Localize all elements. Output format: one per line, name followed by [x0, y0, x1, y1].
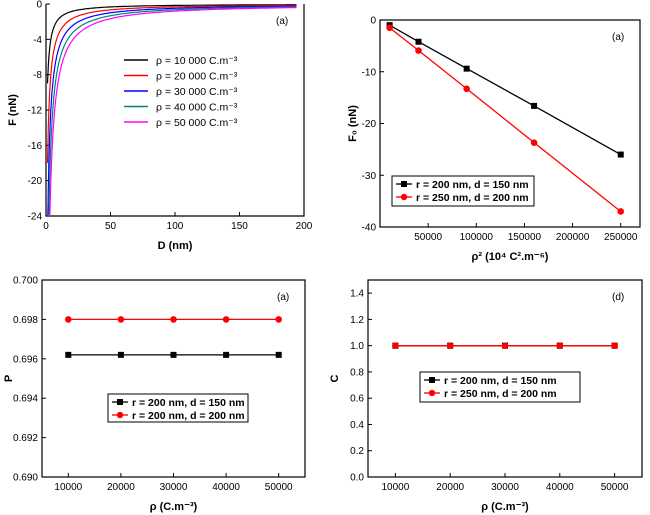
x-tick-label: 40000 [545, 482, 574, 493]
x-tick-label: 50000 [264, 482, 293, 493]
legend-marker [429, 390, 435, 396]
y-tick-label: 0.4 [350, 419, 364, 431]
data-point-circle [611, 342, 618, 349]
legend-label: ρ = 50 000 C.m⁻³ [156, 117, 238, 129]
x-tick-label: 100 [166, 221, 184, 232]
y-tick-label: 0.8 [350, 367, 364, 379]
data-point-square [171, 352, 177, 358]
data-point-square [276, 352, 282, 358]
panel-annotation: (a) [276, 16, 289, 27]
x-tick-label: 20000 [106, 482, 135, 493]
x-tick-label: 50000 [600, 482, 629, 493]
y-tick-label: 0.6 [350, 393, 364, 405]
chart-panel-1 [7, 0, 313, 252]
data-point-square [464, 66, 470, 72]
data-point-circle [392, 342, 399, 349]
data-point-square [223, 352, 229, 358]
panel-annotation: (a) [612, 32, 625, 43]
legend-label: r = 200 nm, d = 150 nm [444, 375, 557, 387]
data-point-circle [170, 316, 177, 323]
legend-label: ρ = 40 000 C.m⁻³ [156, 101, 238, 114]
x-axis-label: ρ (C.m⁻³) [481, 501, 529, 513]
y-tick-label: 0.2 [350, 446, 364, 458]
x-tick-label: 150 [231, 221, 248, 232]
y-tick-label: -20 [361, 119, 376, 130]
y-tick-label: -16 [27, 140, 42, 152]
data-point-square [531, 103, 537, 109]
legend-label: ρ = 20 000 C.m⁻³ [156, 70, 238, 83]
data-point-circle [386, 24, 393, 31]
x-axis-label: D (nm) [157, 240, 193, 252]
panel-annotation: (a) [277, 292, 290, 303]
panel-annotation: (d) [612, 292, 625, 303]
y-tick-label: -30 [361, 170, 376, 182]
legend-label: r = 250 nm, d = 200 nm [444, 388, 557, 400]
x-tick-label: 30000 [159, 482, 188, 493]
x-tick-label: 50 [104, 221, 117, 232]
y-tick-label: 0 [370, 15, 376, 27]
x-tick-label: 50000 [414, 232, 443, 243]
y-tick-label: 0.696 [12, 354, 38, 366]
y-tick-label: -40 [361, 222, 376, 234]
legend-label: r = 250 nm, d = 200 nm [416, 192, 529, 204]
data-point-circle [65, 316, 72, 323]
y-axis-label: P [3, 374, 15, 383]
x-tick-label: 20000 [436, 482, 465, 493]
legend [108, 394, 248, 422]
y-tick-label: -12 [27, 105, 42, 117]
data-point-circle [557, 342, 564, 349]
legend-marker [429, 377, 435, 383]
x-tick-label: 10000 [54, 482, 83, 493]
y-axis-label: C [329, 374, 341, 383]
x-tick-label: 150000 [507, 232, 542, 243]
x-tick-label: 200 [295, 221, 313, 232]
legend-label: r = 200 nm, d = 150 nm [132, 397, 245, 409]
y-tick-label: -20 [27, 176, 42, 188]
y-tick-label: 0.692 [12, 433, 38, 445]
x-tick-label: 10000 [381, 482, 410, 493]
data-point-circle [223, 316, 230, 323]
y-tick-label: 1.2 [350, 314, 364, 326]
data-point-square [618, 152, 624, 158]
y-tick-label: 0 [36, 0, 42, 11]
y-tick-label: -24 [27, 211, 42, 223]
legend-label: r = 200 nm, d = 200 nm [132, 410, 245, 422]
chart-panel-2 [347, 16, 640, 264]
data-point-square [416, 39, 422, 45]
legend [420, 372, 580, 402]
data-point-square [65, 352, 71, 358]
data-point-circle [531, 139, 538, 146]
data-point-circle [463, 86, 470, 93]
plot-frame [42, 280, 305, 477]
x-axis-label: ρ (C.m⁻³) [149, 501, 198, 513]
y-axis-label: F (nN) [7, 94, 19, 126]
y-tick-label: -8 [33, 70, 42, 82]
legend-label: ρ = 10 000 C.m⁻³ [156, 55, 238, 67]
data-point-circle [415, 47, 422, 54]
legend-marker [401, 194, 407, 200]
legend [124, 55, 238, 129]
legend-label: r = 200 nm, d = 150 nm [416, 179, 529, 191]
legend [392, 176, 534, 206]
y-axis-label: F₀ (nN) [347, 105, 359, 142]
x-axis-label: ρ² (10⁴ C².m⁻⁶) [471, 251, 549, 263]
chart-panel-3 [3, 276, 305, 514]
legend-marker [117, 399, 123, 405]
y-tick-label: 0.698 [12, 314, 38, 326]
y-tick-label: -4 [33, 34, 42, 46]
data-point-circle [118, 316, 125, 323]
data-point-circle [275, 316, 282, 323]
x-tick-label: 250000 [604, 232, 638, 243]
x-tick-label: 100000 [459, 232, 493, 243]
series-line-1 [390, 25, 621, 154]
data-point-circle [617, 208, 624, 215]
data-point-square [118, 352, 124, 358]
data-point-circle [502, 342, 509, 349]
x-tick-label: 200000 [555, 232, 590, 243]
y-tick-label: 0.694 [12, 393, 38, 405]
y-tick-label: 0.0 [350, 472, 364, 484]
y-tick-label: 1.0 [350, 341, 364, 353]
legend-marker [401, 181, 407, 187]
legend-label: ρ = 30 000 C.m⁻³ [156, 86, 238, 98]
x-tick-label: 40000 [212, 482, 241, 493]
y-tick-label: 0.700 [12, 275, 38, 287]
x-tick-label: 30000 [491, 482, 519, 493]
x-tick-label: 0 [43, 221, 49, 232]
y-tick-label: -10 [361, 67, 376, 79]
y-tick-label: 0.690 [12, 472, 38, 484]
data-point-circle [447, 342, 454, 349]
chart-panel-4 [329, 280, 642, 513]
legend-marker [117, 412, 123, 418]
y-tick-label: 1.4 [350, 288, 364, 300]
